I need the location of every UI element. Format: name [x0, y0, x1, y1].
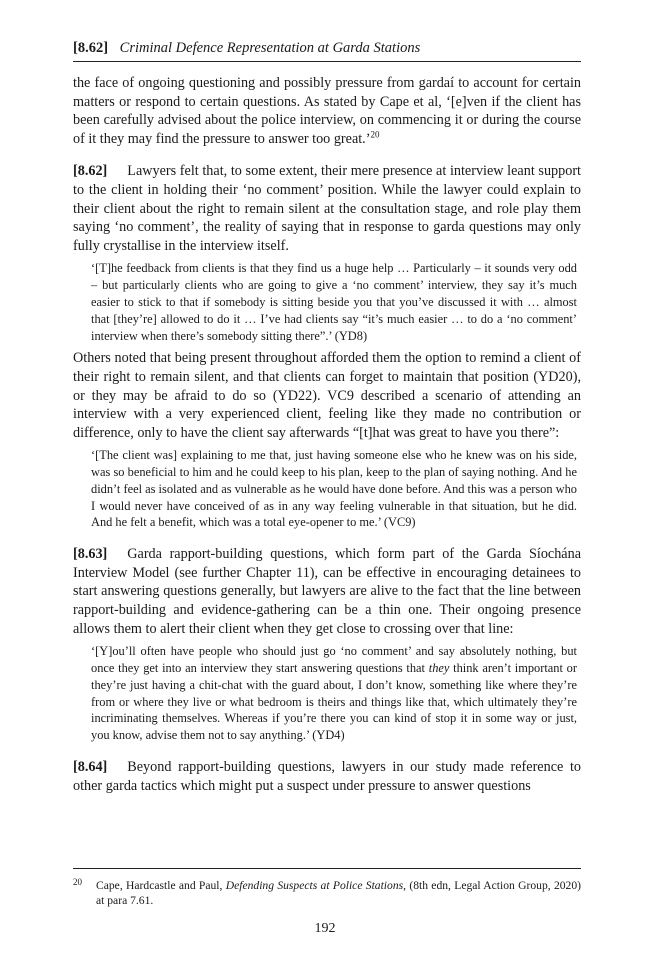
paragraph-number: [8.63]	[73, 546, 108, 563]
paragraph-text: Lawyers felt that, to some extent, their mere presence at interview leant support to the client in holding their ‘no comment’ position. While the lawyer could explain to their client about the right to remain silent at the consultation stage, and role play them saying ‘no comment’, the reality of saying that in response to garda questions may only fully crystallise in the interview itself.	[73, 163, 581, 254]
paragraph-8-64	[73, 758, 581, 795]
quote-yd8: ‘[T]he feedback from clients is that they find us a huge help … Particularly – it sounds very odd – but particularly clients who are going to give a ‘no comment’ interview, they say it’s much easier to stick to that if somebody is sitting beside you that you’ve discussed it with … almost that [they’re] allowed to do it … I’ve had clients say “it’s much easier … to do a ‘no comment’ interview when there’s somebody sitting there”.’ (YD8)	[91, 261, 577, 343]
footnote-divider	[73, 868, 581, 869]
paragraph-number: [8.64]	[73, 759, 108, 776]
quote-emphasis: they	[428, 661, 450, 676]
footnote-ref[interactable]: 20	[370, 129, 380, 140]
paragraph-text: the face of ongoing questioning and possibly pressure from gardaí to account for certain matters or respond to certain questions. As stated by Cape et al, ‘[e]ven if the client has been carefully advised about the police interview, on commencing it or during the course of it they may find the pressure to answer too great.’	[73, 75, 581, 147]
quote-vc9: ‘[The client was] explaining to me that, just having someone else who he knew was on his side, was so beneficial to him and he could keep to his plan, keep to the plan of saying nothing. And he didn’t feel as isolated and as vulnerable as he would have done before. And this was a person who I would never have conceived of as in any way feeling vulnerable in that situation, but he did. And he felt a benefit, which was a total eye-opener to me.’ (VC9)	[91, 448, 577, 530]
paragraph-others-noted: Others noted that being present throughout afforded them the option to remind a client of their right to remain silent, and that clients can forget to maintain that position (YD20), or they may be afraid to do so (YD22). VC9 described a scenario of attending an interview with a very experienced client, feeling like they made no contribution or difference, only to have the client say afterwards “[t]hat was great to have you there”:	[73, 350, 581, 441]
header-book-title: Criminal Defence Representation at Garda Stations	[119, 40, 421, 56]
page-number: 192	[314, 921, 336, 936]
page-body	[73, 38, 581, 795]
paragraph-text: Beyond rapport-building questions, lawyers in our study made reference to other garda tactics which might put a suspect under pressure to answer questions	[73, 759, 581, 794]
paragraph-number: [8.62]	[73, 163, 108, 180]
paragraph-8-63	[73, 545, 581, 638]
running-header	[73, 38, 581, 62]
quote-text: ‘[Y]ou’ll often have people who should just go ‘no comment’ and say absolutely nothing, but once they get into an interview they start answering questions that	[91, 644, 577, 676]
paragraph-8-62	[73, 162, 581, 255]
footnote-20	[73, 878, 581, 908]
quote-text: think aren’t important or they’re just having a chit-chat with the guard about, I don’t know, something like where they’re from or where they live or what bedroom is theirs and things like that, which ultimately they’re incriminating themselves. Whereas if you’re there you can kind of stop it in some way or just, you know, advise them not to say anything.’ (YD4)	[91, 661, 577, 743]
paragraph-continued	[73, 74, 581, 148]
paragraph-text: Garda rapport-building questions, which form part of the Garda Síochána Interview Model (see further Chapter 11), can be effective in encouraging detainees to start answering questions generally, but lawyers are alive to the fact that the line between rapport-building and evidence-gathering can be a thin one. Their ongoing presence allows them to alert their client when they get close to crossing over that line:	[73, 546, 581, 637]
quote-yd4	[91, 643, 577, 744]
footnote-number: 20	[73, 877, 82, 887]
header-section-number: [8.62]	[73, 40, 109, 56]
footnote-book-title: Defending Suspects at Police Stations	[225, 879, 404, 892]
footnote-text: Cape, Hardcastle and Paul, Defending Suspects at Police Stations, (8th edn, Legal Action Group, 2020) at para 7.61.	[96, 879, 582, 907]
